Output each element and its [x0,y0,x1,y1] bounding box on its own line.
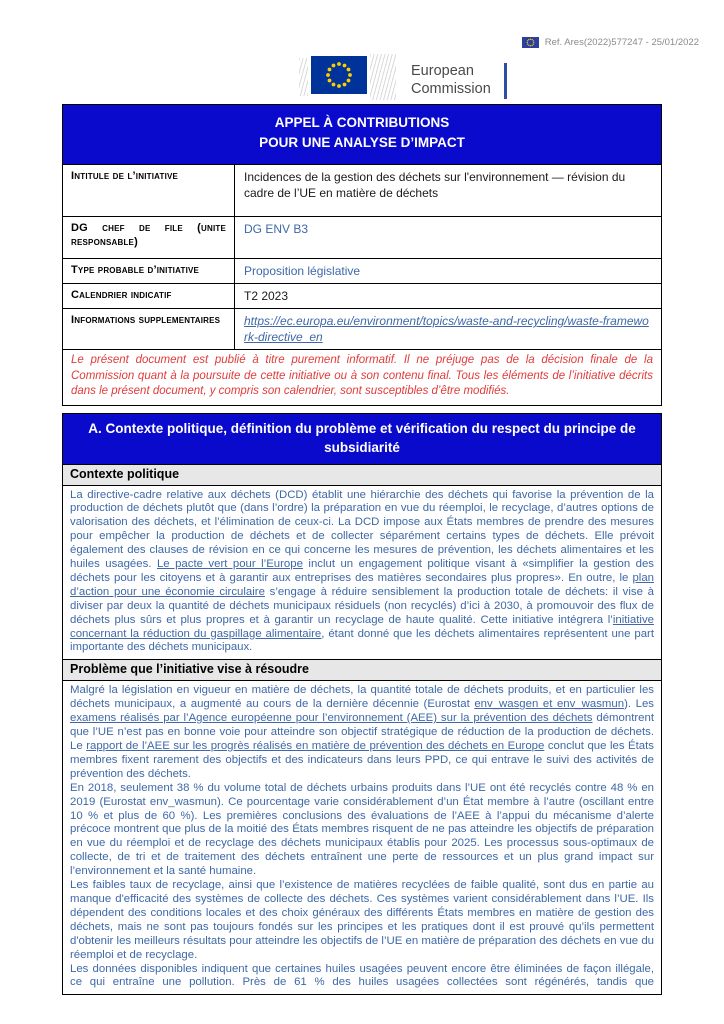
disclaimer-box: Le présent document est publié à titre purement informatif. Il ne préjuge pas de la décision finale de la Commission quant à la poursuite de cette initiative ou à son contenu final. Tous les éléments de l’initiative décrits dans le présent document, y compris son calendrier, sont susceptibles d’être modifiés. [63,349,661,405]
document-title-line2: POUR UNE ANALYSE D’IMPACT [259,135,465,150]
text-segment: étant donné que les déchets alimentaires représentent une part importante des déchets municipaux. [70,627,655,654]
ec-wordmark-line1: European [411,63,474,79]
subsection-title-contexte-politique: Contexte politique [63,464,661,486]
eu-flag-mini-icon [522,37,539,48]
text-segment: ). Les [624,698,654,711]
inline-link[interactable]: examens réalisés par l’Agence européenne pour l’environnement (AEE) sur la prévention des déchets [70,712,593,725]
document-title-box [63,105,661,164]
inline-link[interactable]: initiative concernant la réduction du gaspillage alimentaire, [70,613,654,640]
ec-logo-rays-right-icon [370,54,396,100]
inline-link[interactable]: env_wasgen et env_wasmun [474,698,625,711]
label-calendrier-indicatif: Calendrier indicatif [63,284,235,308]
value-dg-chef-de-file: DG ENV B3 [244,222,309,236]
eu-flag-icon [311,56,367,94]
subsection-title-probleme: Problème que l’initiative vise à résoudre [63,659,661,681]
inline-link[interactable]: Le pacte vert pour l’Europe [156,558,303,571]
inline-link[interactable]: plan d’action pour une économie circulaire [70,571,654,598]
european-commission-logo [299,56,507,100]
text-segment: inclut un engagement politique visant à «simplifier la gestion des déchets pour les citoyens et à garantir aux entreprises des matières secondaires plus propres». En outre, le [70,558,654,584]
table-row-type [63,258,661,283]
table-row-dg [63,216,661,258]
contexte-politique-body [63,486,661,660]
label-informations-supplementaires: Informations supplementaires [63,309,235,349]
ec-logo-divider-bar [504,63,508,99]
text-segment: s’engage à réduire sensiblement la production totale de déchets: il vise à diviser par deux la quantité de déchets municipaux résiduels (non recyclés) d’ici à 2030, à promouvoir des flux de déchets plus sûrs et plus propres et à garantir un recyclage de haute qualité. Cette initiative intégrera l’ [70,585,654,626]
ec-logo-rays-left-icon [299,58,308,96]
document-title-line1: APPEL À CONTRIBUTIONS [274,115,450,130]
text-segment: démontrent que l’UE n’est pas en bonne voie pour atteindre son objectif stratégique de réduction de la production de déchets. Le [70,712,654,752]
paragraph [70,782,654,879]
section-a-table [62,413,662,996]
label-intitule-initiative: Intitule de l’initiative [63,165,235,216]
supplementary-info-link[interactable]: https://ec.europa.eu/environment/topics/waste-and-recycling/waste-framework-directive_en [244,314,649,344]
value-intitule-initiative: Incidences de la gestion des déchets sur l'environnement — révision du cadre de l’UE en matière de déchets [244,170,626,200]
paragraph [70,879,654,962]
text-segment: conclut que les États membres fixent rarement des objectifs et des indicateurs dans leurs PPD, ce qui entrave le suivi des activités de prévention des déchets. [70,740,654,780]
value-informations-supplementaires [235,309,661,349]
initiative-info-table [62,104,662,406]
table-row-intitule [63,164,661,216]
label-type-initiative: Type probable d’initiative [63,259,235,283]
label-dg-chef-de-file: DG chef de file (unite responsable) [63,217,235,258]
text-segment: En 2018, seulement 38 % du volume total de déchets urbains produits dans l’UE ont été recyclés contre 48 % en 2019 (Eurostat env_wasmun). Ce pourcentage varie considérablement d’un État membre à l’autre (oscillant entre 10 % et plus de 60 %). Les premières conclusions des évaluations de l’AEE à l’appui du mécanisme d’alerte précoce montrent que plus de la moitié des États membres risquent de ne pas atteindre les objectifs de préparation en vue du réemploi et de recyclage des déchets municipaux établis pour 2025. Les processus sous-optimaux de collecte, de tri et de traitement des déchets entraînent une perte de ressources et un plus grand impact sur l’environnement et la santé humaine. [70,781,654,878]
table-row-calendrier [63,283,661,308]
section-a-header: A. Contexte politique, définition du problème et vérification du respect du principe de subsidiarité [63,414,661,464]
inline-link[interactable]: rapport de l’AEE sur les progrès réalisés en matière de prévention des déchets en Europe [86,740,545,752]
value-type-initiative: Proposition législative [244,264,361,278]
probleme-body [63,681,661,994]
paragraph [70,684,654,781]
value-calendrier-indicatif: T2 2023 [244,289,289,303]
text-segment: Les faibles taux de recyclage, ainsi que l’existence de matières recyclées de faible qualité, sont dus en partie au manque d'efficacité des systèmes de collecte des déchets. Ces systèmes varient considérablement dans l’UE. Ils dépendent des conditions locales et des choix généraux des différents États membres en matière de gestion des déchets, mais ne sont pas toujours fondés sur les principes et les pratiques dont il est prouvé qu’ils permettent d'obtenir les meilleurs résultats pour atteindre les objectifs de l’UE en matière de préparation des déchets en vue du réemploi et de recyclage. [70,879,654,961]
text-segment: Les données disponibles indiquent que certaines huiles usagées peuvent encore être éliminées de façon illégale, ce qui entraîne une pollution. Près de 61 % des huiles usagées collectées sont régénérés, tandis que [70,962,654,989]
ares-reference-text: Ref. Ares(2022)577247 - 25/01/2022 [544,37,699,48]
paragraph [70,963,654,991]
ec-wordmark-line2: Commission [411,80,491,97]
paragraph [70,489,654,656]
table-row-informations [63,308,661,349]
document-body [62,104,662,995]
ares-reference [522,37,699,48]
text-segment: La directive-cadre relative aux déchets (DCD) établit une hiérarchie des déchets qui favorise la prévention de la production de déchets plutôt que (dans l’ordre) la préparation en vue du réemploi, le recyclage, d’autres options de valorisation des déchets, et l’élimination de ceux-ci. La DCD impose aux États membres de prendre des mesures pour empêcher la production de déchets et de collecter séparément certains types de déchets. Elle prévoit également des clauses de révision en ce qui concerne les mesures de prévention, les déchets alimentaires et les huiles usagées. [70,488,654,571]
ec-logo-wordmark [411,63,491,98]
text-segment: Malgré la législation en vigueur en matière de déchets, la quantité totale de déchets produits, et en particulier les déchets municipaux, a augmenté au cours de la dernière décennie (Eurostat [70,684,654,711]
